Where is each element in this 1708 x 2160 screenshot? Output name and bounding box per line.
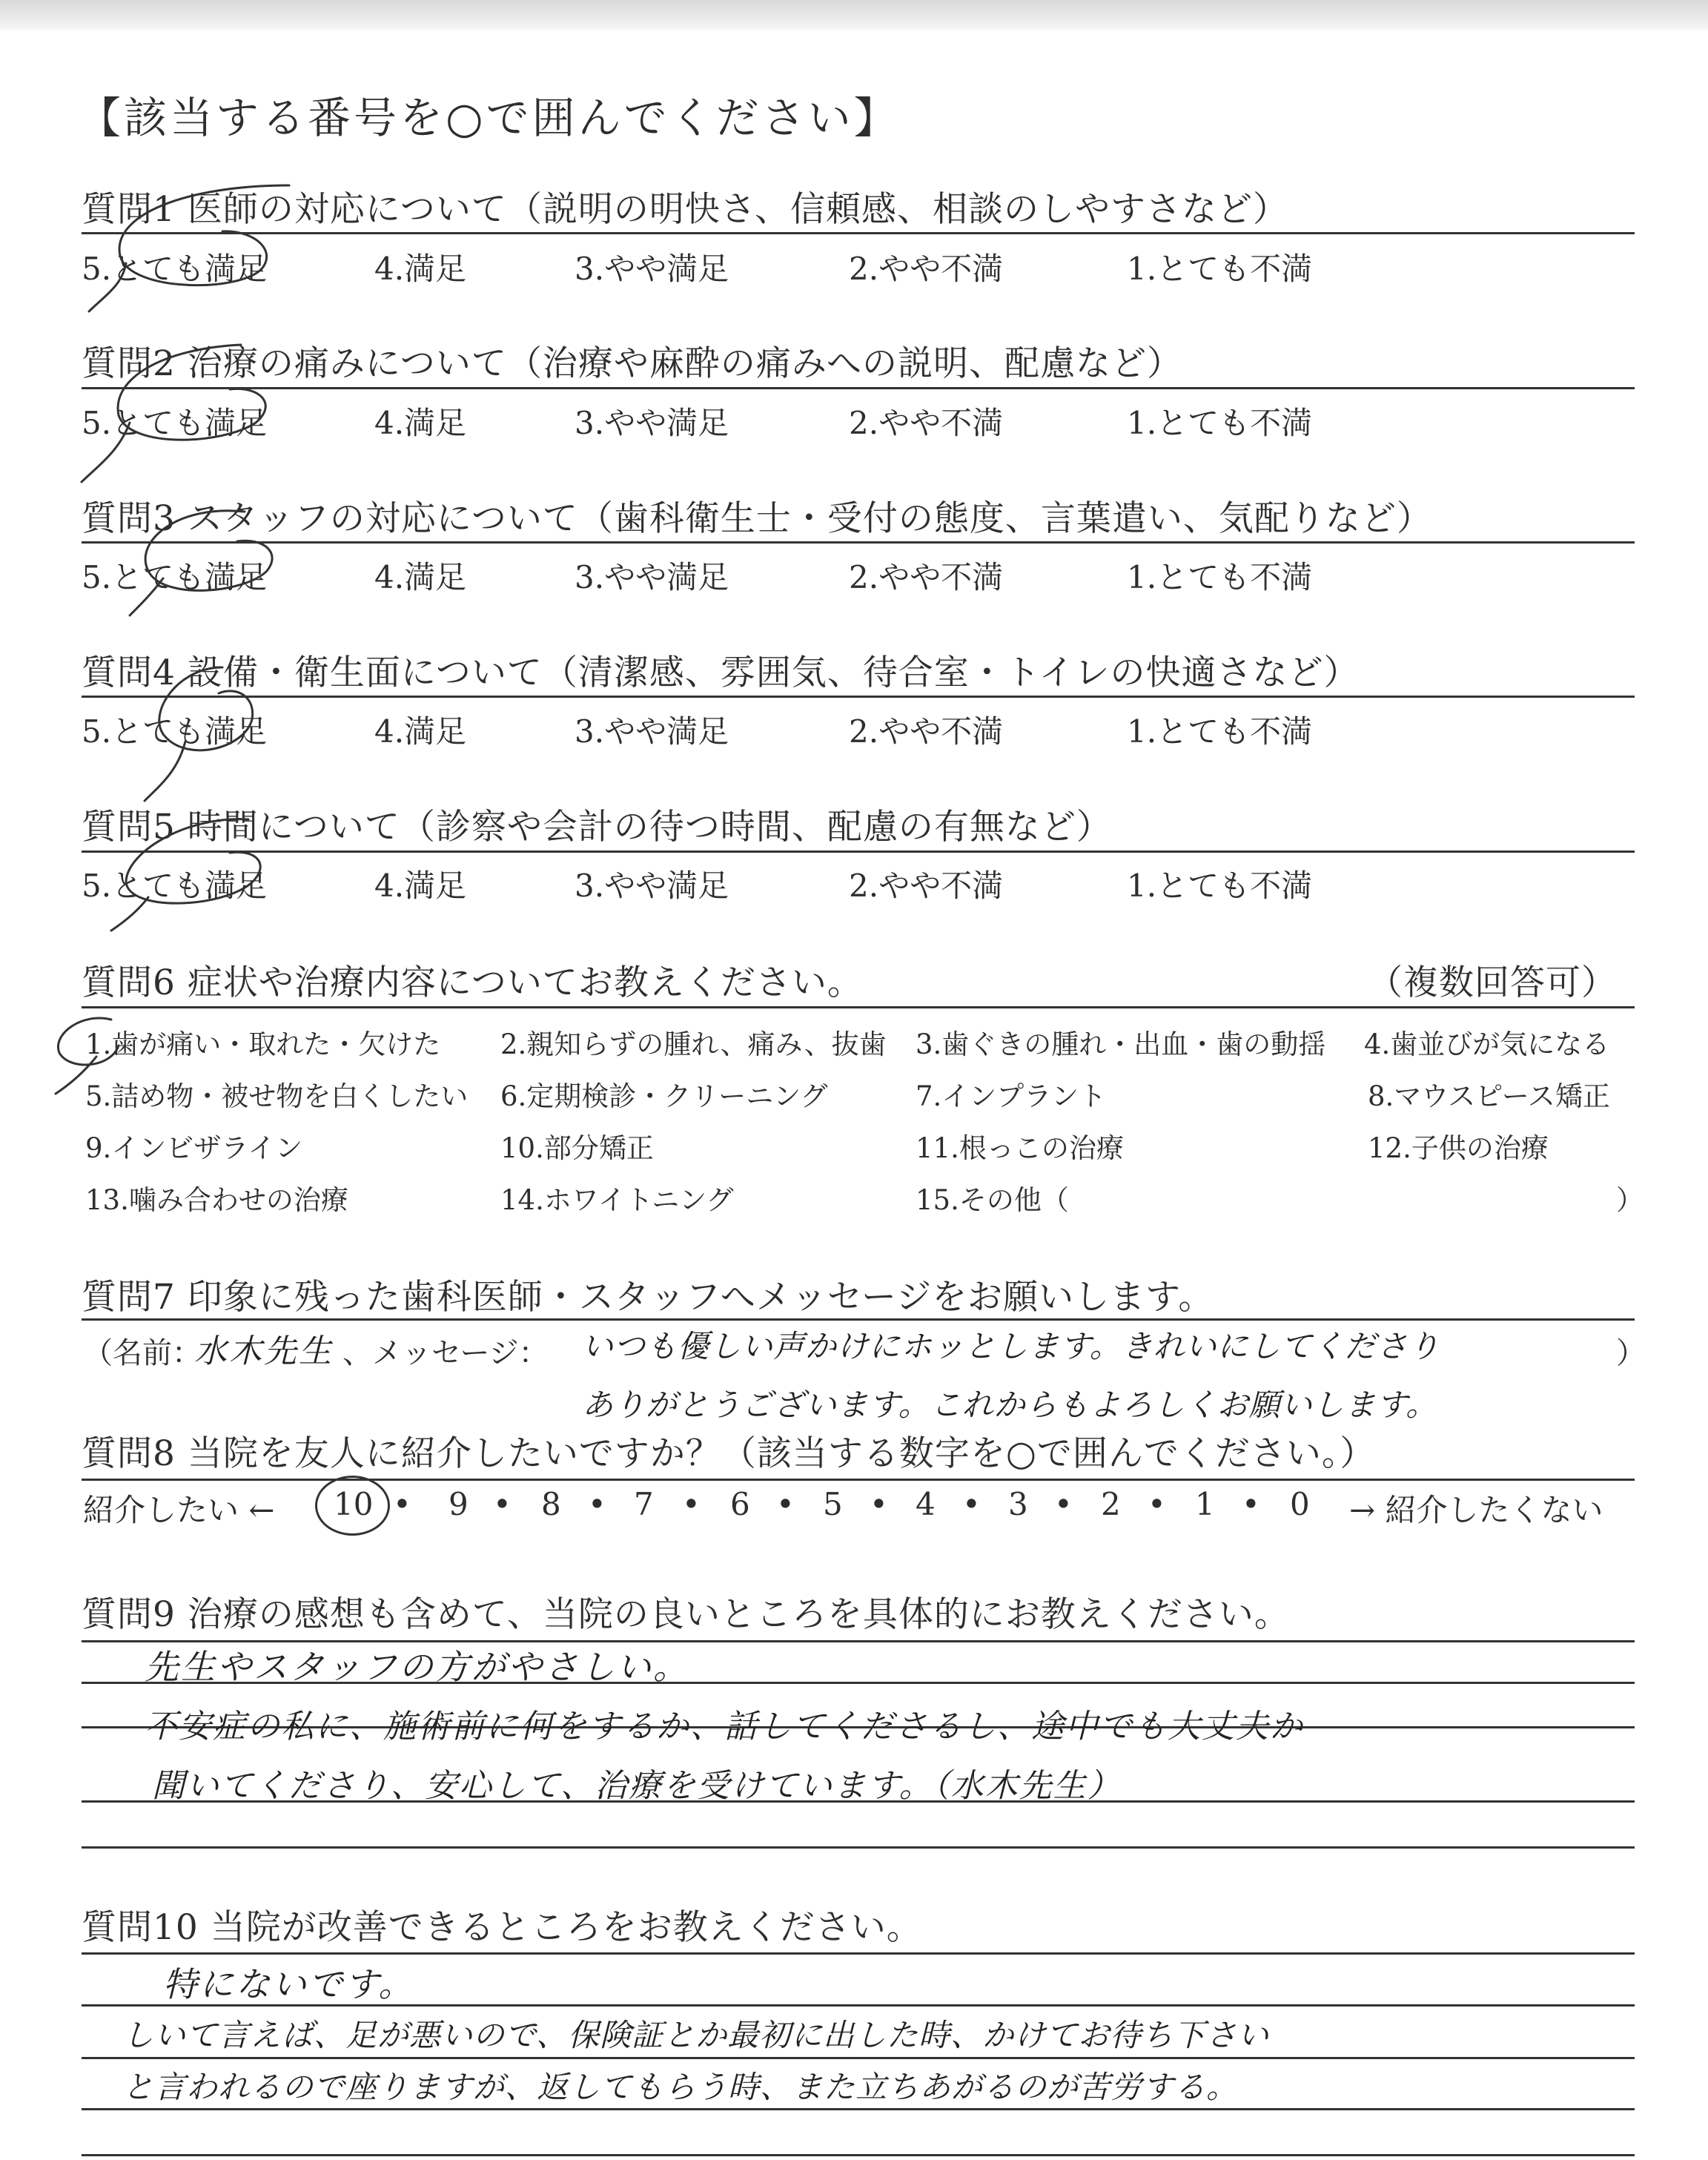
q5-option-3[interactable]: 3.やや満足 [575, 868, 729, 904]
q8-dot: • [962, 1486, 981, 1522]
q6-option-3[interactable]: 3.歯ぐきの腫れ・出血・歯の動揺 [916, 1028, 1326, 1060]
q6-option-13[interactable]: 13.噛み合わせの治療 [85, 1184, 348, 1216]
q5-heading: 質問5 時間について（診察や会計の待つ時間、配慮の有無など） [82, 807, 1112, 848]
q8-scale-10[interactable]: 10 [334, 1486, 374, 1522]
q6-option-7[interactable]: 7.インプラント [916, 1080, 1107, 1112]
q8-dot: • [682, 1486, 701, 1522]
q1-heading: 質問1 医師の対応について（説明の明快さ、信頼感、相談のしやすさなど） [82, 189, 1289, 230]
q4-selection-mark [145, 667, 253, 801]
q7-close-paren: ） [1616, 1336, 1646, 1370]
q8-scale-8[interactable]: 8 [541, 1486, 561, 1522]
q7-message-line-2[interactable]: ありがとうございます。これからもよろしくお願いします。 [582, 1387, 1438, 1423]
q10-answer-line-3[interactable]: と言われるので座りますが、返してもらう時、また立ちあがるのが苦労する。 [122, 2069, 1239, 2105]
q8-scale-1[interactable]: 1 [1195, 1486, 1215, 1522]
q2-heading: 質問2 治療の痛みについて（治療や麻酔の痛みへの説明、配慮など） [82, 343, 1182, 384]
q3-option-1[interactable]: 1.とても不満 [1127, 559, 1313, 595]
q6-option-11[interactable]: 11.根っこの治療 [916, 1132, 1124, 1164]
q8-dot: • [1242, 1486, 1260, 1522]
q10-heading: 質問10 当院が改善できるところをお教えください。 [82, 1907, 922, 1948]
q6-option-2[interactable]: 2.親知らずの腫れ、痛み、抜歯 [500, 1028, 887, 1060]
q8-scale-6[interactable]: 6 [730, 1486, 750, 1522]
q9-answer-line-3[interactable]: 聞いてくださり、安心して、治療を受けています。（水木先生） [152, 1767, 1122, 1805]
page-title: 【該当する番号を○で囲んでください】 [78, 93, 900, 143]
q4-heading: 質問4 設備・衛生面について（清潔感、雰囲気、待合室・トイレの快適さなど） [82, 653, 1360, 693]
q2-selection-mark [82, 345, 268, 482]
q9-answer-line-2[interactable]: 不安症の私に、施術前に何をするか、話してくださるし、途中でも大丈夫か [145, 1708, 1304, 1745]
q2-option-4[interactable]: 4.満足 [374, 405, 467, 441]
q6-option-4[interactable]: 4.歯並びが気になる [1364, 1028, 1610, 1060]
q9-heading: 質問9 治療の感想も含めて、当院の良いところを具体的にお教えください。 [82, 1594, 1290, 1635]
q8-dot: • [776, 1486, 795, 1522]
q3-option-2[interactable]: 2.やや不満 [849, 559, 1004, 595]
q10-answer-line-2[interactable]: しいて言えば、足が悪いので、保険証とか最初に出した時、かけてお待ち下さい [122, 2017, 1270, 2053]
q8-scale-0[interactable]: 0 [1290, 1486, 1310, 1522]
q6-option-8[interactable]: 8.マウスピース矯正 [1368, 1080, 1610, 1112]
q5-option-1[interactable]: 1.とても不満 [1127, 868, 1313, 904]
q1-option-5[interactable]: 5.とても満足 [82, 251, 268, 287]
q6-option-12[interactable]: 12.子供の治療 [1368, 1132, 1549, 1164]
q8-left-label: 紹介したい ← [83, 1492, 275, 1528]
q6-option-9[interactable]: 9.インビザライン [85, 1132, 303, 1164]
q1-option-1[interactable]: 1.とても不満 [1127, 251, 1313, 287]
q1-option-2[interactable]: 2.やや不満 [849, 251, 1004, 287]
q8-scale-7[interactable]: 7 [634, 1486, 654, 1522]
q8-dot: • [393, 1486, 411, 1522]
q6-option-6[interactable]: 6.定期検診・クリーニング [500, 1080, 828, 1112]
q6-option-15[interactable]: 15.その他（ [916, 1184, 1069, 1216]
q8-dot: • [1148, 1486, 1166, 1522]
q2-option-3[interactable]: 3.やや満足 [575, 405, 729, 441]
q8-heading: 質問8 当院を友人に紹介したいですか？（該当する数字を○で囲んでください。） [82, 1433, 1376, 1474]
q6-option-10[interactable]: 10.部分矯正 [500, 1132, 654, 1164]
q1-selection-mark [89, 185, 289, 311]
q3-heading: 質問3 スタッフの対応について（歯科衛生士・受付の態度、言葉遣い、気配りなど） [82, 498, 1432, 539]
q8-scale-2[interactable]: 2 [1101, 1486, 1121, 1522]
q1-option-3[interactable]: 3.やや満足 [575, 251, 729, 287]
q3-option-5[interactable]: 5.とても満足 [82, 559, 268, 595]
q7-message-line-1[interactable]: いつも優しい声かけにホッとします。きれいにしてくださり [582, 1328, 1440, 1364]
q3-option-4[interactable]: 4.満足 [374, 559, 467, 595]
q8-dot: • [1054, 1486, 1073, 1522]
q8-scale-4[interactable]: 4 [916, 1486, 936, 1522]
q8-scale-3[interactable]: 3 [1008, 1486, 1028, 1522]
q6-selection-mark [56, 1018, 119, 1094]
q5-option-4[interactable]: 4.満足 [374, 868, 467, 904]
q2-option-5[interactable]: 5.とても満足 [82, 405, 268, 441]
q7-heading: 質問7 印象に残った歯科医師・スタッフへメッセージをお願いします。 [82, 1277, 1214, 1318]
q6-option-5[interactable]: 5.詰め物・被せ物を白くしたい [85, 1080, 469, 1112]
q8-scale-9[interactable]: 9 [448, 1486, 469, 1522]
q8-dot: • [870, 1486, 888, 1522]
q8-dot: • [588, 1486, 606, 1522]
q4-option-5[interactable]: 5.とても満足 [82, 713, 268, 750]
q5-option-2[interactable]: 2.やや不満 [849, 868, 1004, 904]
q4-option-1[interactable]: 1.とても不満 [1127, 713, 1313, 750]
q4-option-2[interactable]: 2.やや不満 [849, 713, 1004, 750]
q8-dot: • [493, 1486, 512, 1522]
q4-option-4[interactable]: 4.満足 [374, 713, 467, 750]
q5-selection-mark [111, 819, 260, 931]
q10-answer-line-1[interactable]: 特にないです。 [163, 1964, 415, 2004]
q2-option-2[interactable]: 2.やや不満 [849, 405, 1004, 441]
q3-option-3[interactable]: 3.やや満足 [575, 559, 729, 595]
q2-option-1[interactable]: 1.とても不満 [1127, 405, 1313, 441]
q6-option-1[interactable]: 1.歯が痛い・取れた・欠けた [85, 1028, 441, 1060]
q6-option-14[interactable]: 14.ホワイトニング [500, 1184, 734, 1216]
q5-option-5[interactable]: 5.とても満足 [82, 868, 268, 904]
q9-answer-line-1[interactable]: 先生やスタッフの方がやさしい。 [145, 1647, 689, 1687]
q6-other-close-paren: ） [1616, 1184, 1644, 1216]
q6-heading: 質問6 症状や治療内容についてお教えください。 [82, 962, 863, 1003]
q7-name-label: （名前： [83, 1336, 202, 1370]
q8-scale-5[interactable]: 5 [823, 1486, 843, 1522]
q4-option-3[interactable]: 3.やや満足 [575, 713, 729, 750]
q8-right-label: → 紹介したくない [1349, 1492, 1603, 1528]
q7-message-label: 、メッセージ： [342, 1336, 549, 1370]
q7-name-value[interactable]: 水木先生 [194, 1332, 334, 1370]
q6-note: （複数回答可） [1368, 962, 1617, 1003]
q3-selection-mark [130, 511, 272, 615]
q1-option-4[interactable]: 4.満足 [374, 251, 467, 287]
